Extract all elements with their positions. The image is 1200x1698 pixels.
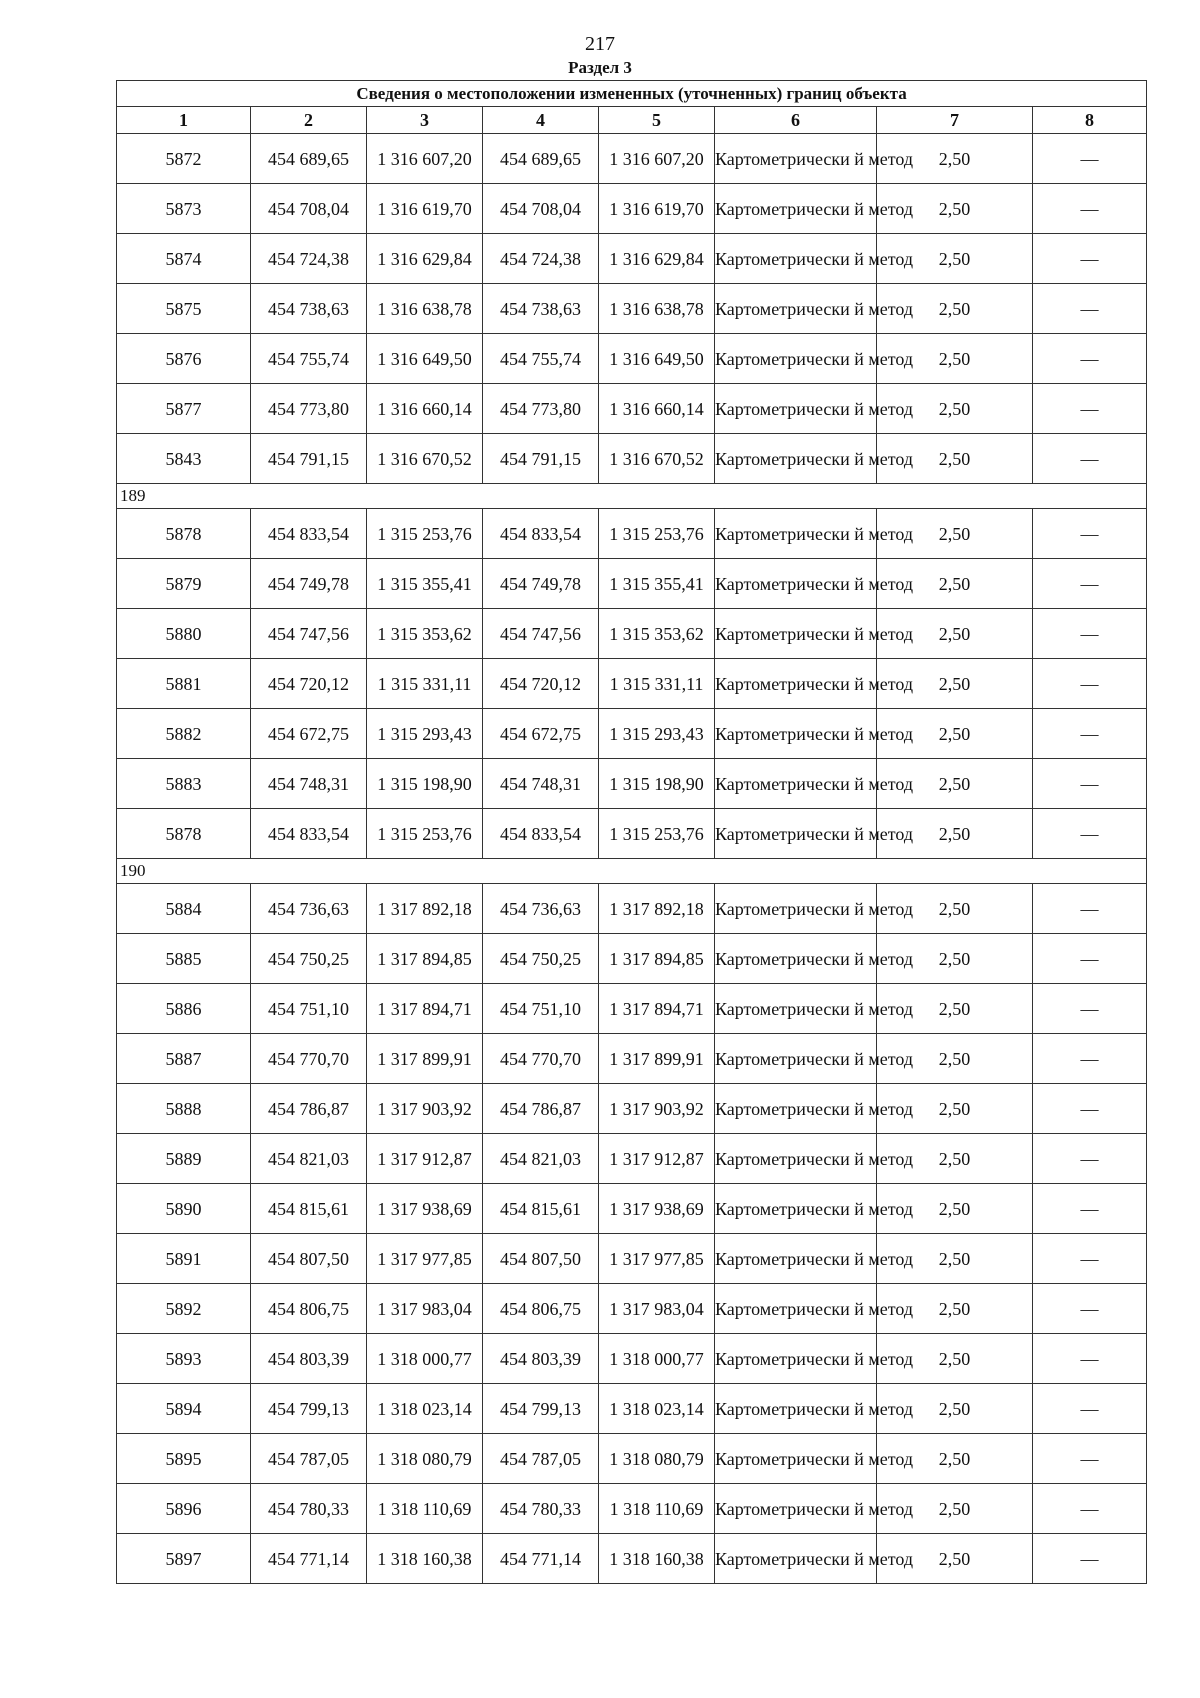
cell-y-new: 1 316 629,84 — [599, 234, 715, 284]
table-row — [117, 134, 1147, 184]
group-label-row — [117, 859, 1147, 884]
cell-point-number: 5872 — [117, 134, 251, 184]
cell-point-number: 5890 — [117, 1184, 251, 1234]
column-header: 5 — [599, 107, 715, 134]
cell-y-new: 1 317 892,18 — [599, 884, 715, 934]
cell-x-existing: 454 815,61 — [251, 1184, 367, 1234]
cell-y-new: 1 315 253,76 — [599, 809, 715, 859]
cell-description: — — [1033, 759, 1147, 809]
cell-x-new: 454 791,15 — [483, 434, 599, 484]
cell-x-new: 454 672,75 — [483, 709, 599, 759]
cell-x-existing: 454 748,31 — [251, 759, 367, 809]
cell-x-new: 454 821,03 — [483, 1134, 599, 1184]
cell-accuracy: 2,50 — [877, 509, 1033, 559]
cell-y-existing: 1 317 977,85 — [367, 1234, 483, 1284]
table-row — [117, 1434, 1147, 1484]
table-row — [117, 559, 1147, 609]
cell-x-existing: 454 773,80 — [251, 384, 367, 434]
cell-point-number: 5891 — [117, 1234, 251, 1284]
cell-point-number: 5893 — [117, 1334, 251, 1384]
cell-accuracy: 2,50 — [877, 334, 1033, 384]
cell-y-new: 1 317 899,91 — [599, 1034, 715, 1084]
cell-point-number: 5881 — [117, 659, 251, 709]
cell-method: Картометрически й метод — [715, 184, 877, 234]
cell-y-existing: 1 315 331,11 — [367, 659, 483, 709]
cell-y-existing: 1 317 892,18 — [367, 884, 483, 934]
cell-method: Картометрически й метод — [715, 1284, 877, 1334]
cell-y-existing: 1 316 619,70 — [367, 184, 483, 234]
cell-accuracy: 2,50 — [877, 1334, 1033, 1384]
cell-method: Картометрически й метод — [715, 1084, 877, 1134]
cell-method: Картометрически й метод — [715, 1334, 877, 1384]
cell-y-new: 1 317 977,85 — [599, 1234, 715, 1284]
cell-x-existing: 454 747,56 — [251, 609, 367, 659]
cell-x-existing: 454 807,50 — [251, 1234, 367, 1284]
table-row — [117, 884, 1147, 934]
cell-y-existing: 1 317 894,71 — [367, 984, 483, 1034]
cell-x-new: 454 708,04 — [483, 184, 599, 234]
cell-x-existing: 454 833,54 — [251, 809, 367, 859]
cell-y-new: 1 318 080,79 — [599, 1434, 715, 1484]
cell-method: Картометрически й метод — [715, 1484, 877, 1534]
cell-y-existing: 1 316 638,78 — [367, 284, 483, 334]
table-row — [117, 1334, 1147, 1384]
cell-x-new: 454 833,54 — [483, 509, 599, 559]
coordinates-table — [116, 80, 1147, 1584]
cell-x-new: 454 771,14 — [483, 1534, 599, 1584]
cell-description: — — [1033, 809, 1147, 859]
cell-x-new: 454 736,63 — [483, 884, 599, 934]
cell-x-existing: 454 738,63 — [251, 284, 367, 334]
cell-description: — — [1033, 509, 1147, 559]
cell-y-existing: 1 318 080,79 — [367, 1434, 483, 1484]
cell-point-number: 5876 — [117, 334, 251, 384]
cell-x-new: 454 750,25 — [483, 934, 599, 984]
cell-description: — — [1033, 884, 1147, 934]
cell-x-new: 454 755,74 — [483, 334, 599, 384]
cell-description: — — [1033, 234, 1147, 284]
cell-x-new: 454 747,56 — [483, 609, 599, 659]
cell-method: Картометрически й метод — [715, 134, 877, 184]
cell-x-existing: 454 799,13 — [251, 1384, 367, 1434]
cell-y-new: 1 318 110,69 — [599, 1484, 715, 1534]
table-row — [117, 984, 1147, 1034]
cell-y-new: 1 316 638,78 — [599, 284, 715, 334]
cell-method: Картометрически й метод — [715, 284, 877, 334]
cell-y-existing: 1 317 894,85 — [367, 934, 483, 984]
table-row — [117, 1134, 1147, 1184]
cell-x-new: 454 799,13 — [483, 1384, 599, 1434]
cell-x-existing: 454 755,74 — [251, 334, 367, 384]
cell-point-number: 5888 — [117, 1084, 251, 1134]
cell-method: Картометрически й метод — [715, 884, 877, 934]
cell-point-number: 5896 — [117, 1484, 251, 1534]
cell-point-number: 5895 — [117, 1434, 251, 1484]
cell-accuracy: 2,50 — [877, 1184, 1033, 1234]
cell-accuracy: 2,50 — [877, 1234, 1033, 1284]
cell-method: Картометрически й метод — [715, 1234, 877, 1284]
cell-y-new: 1 315 355,41 — [599, 559, 715, 609]
cell-description: — — [1033, 559, 1147, 609]
cell-accuracy: 2,50 — [877, 984, 1033, 1034]
cell-y-new: 1 316 649,50 — [599, 334, 715, 384]
cell-y-existing: 1 316 629,84 — [367, 234, 483, 284]
cell-description: — — [1033, 1334, 1147, 1384]
cell-method: Картометрически й метод — [715, 509, 877, 559]
cell-y-new: 1 316 607,20 — [599, 134, 715, 184]
table-row — [117, 1234, 1147, 1284]
cell-method: Картометрически й метод — [715, 709, 877, 759]
cell-y-existing: 1 316 660,14 — [367, 384, 483, 434]
section-title: Раздел 3 — [568, 58, 632, 77]
cell-accuracy: 2,50 — [877, 1534, 1033, 1584]
table-row — [117, 509, 1147, 559]
cell-description: — — [1033, 1384, 1147, 1434]
cell-description: — — [1033, 1134, 1147, 1184]
cell-x-new: 454 724,38 — [483, 234, 599, 284]
cell-method: Картометрически й метод — [715, 759, 877, 809]
cell-y-new: 1 315 331,11 — [599, 659, 715, 709]
cell-x-new: 454 770,70 — [483, 1034, 599, 1084]
cell-method: Картометрически й метод — [715, 1384, 877, 1434]
cell-description: — — [1033, 1234, 1147, 1284]
cell-x-existing: 454 749,78 — [251, 559, 367, 609]
cell-x-new: 454 780,33 — [483, 1484, 599, 1534]
cell-y-existing: 1 318 160,38 — [367, 1534, 483, 1584]
cell-x-new: 454 803,39 — [483, 1334, 599, 1384]
cell-x-new: 454 815,61 — [483, 1184, 599, 1234]
cell-method: Картометрически й метод — [715, 334, 877, 384]
column-header: 3 — [367, 107, 483, 134]
cell-method: Картометрически й метод — [715, 1184, 877, 1234]
cell-accuracy: 2,50 — [877, 1034, 1033, 1084]
cell-y-new: 1 317 894,71 — [599, 984, 715, 1034]
cell-method: Картометрически й метод — [715, 559, 877, 609]
cell-point-number: 5877 — [117, 384, 251, 434]
cell-x-new: 454 748,31 — [483, 759, 599, 809]
table-row — [117, 1534, 1147, 1584]
cell-method: Картометрически й метод — [715, 1034, 877, 1084]
cell-x-new: 454 689,65 — [483, 134, 599, 184]
cell-x-new: 454 720,12 — [483, 659, 599, 709]
cell-x-existing: 454 750,25 — [251, 934, 367, 984]
cell-method: Картометрически й метод — [715, 809, 877, 859]
cell-point-number: 5879 — [117, 559, 251, 609]
cell-point-number: 5884 — [117, 884, 251, 934]
group-label-row — [117, 484, 1147, 509]
table-row — [117, 1484, 1147, 1534]
cell-x-new: 454 833,54 — [483, 809, 599, 859]
cell-description: — — [1033, 1184, 1147, 1234]
table-row — [117, 1384, 1147, 1434]
cell-x-existing: 454 771,14 — [251, 1534, 367, 1584]
cell-point-number: 5883 — [117, 759, 251, 809]
cell-description: — — [1033, 709, 1147, 759]
cell-description: — — [1033, 284, 1147, 334]
cell-description: — — [1033, 1284, 1147, 1334]
column-number-row — [117, 107, 1147, 134]
cell-method: Картометрически й метод — [715, 609, 877, 659]
cell-y-new: 1 317 983,04 — [599, 1284, 715, 1334]
page-number: 217 — [585, 33, 615, 55]
cell-description: — — [1033, 609, 1147, 659]
table-row — [117, 1284, 1147, 1334]
cell-y-new: 1 315 353,62 — [599, 609, 715, 659]
cell-y-new: 1 318 000,77 — [599, 1334, 715, 1384]
cell-point-number: 5878 — [117, 809, 251, 859]
cell-accuracy: 2,50 — [877, 434, 1033, 484]
cell-x-existing: 454 780,33 — [251, 1484, 367, 1534]
cell-description: — — [1033, 184, 1147, 234]
cell-x-new: 454 807,50 — [483, 1234, 599, 1284]
cell-y-existing: 1 317 899,91 — [367, 1034, 483, 1084]
cell-point-number: 5886 — [117, 984, 251, 1034]
group-label: 189 — [117, 484, 1147, 509]
cell-accuracy: 2,50 — [877, 659, 1033, 709]
cell-y-existing: 1 318 000,77 — [367, 1334, 483, 1384]
table-body — [117, 134, 1147, 1584]
table-row — [117, 1084, 1147, 1134]
cell-accuracy: 2,50 — [877, 934, 1033, 984]
cell-y-new: 1 318 023,14 — [599, 1384, 715, 1434]
cell-point-number: 5889 — [117, 1134, 251, 1184]
cell-accuracy: 2,50 — [877, 1484, 1033, 1534]
column-header: 4 — [483, 107, 599, 134]
cell-x-existing: 454 821,03 — [251, 1134, 367, 1184]
cell-accuracy: 2,50 — [877, 709, 1033, 759]
cell-point-number: 5878 — [117, 509, 251, 559]
table-row — [117, 184, 1147, 234]
cell-accuracy: 2,50 — [877, 234, 1033, 284]
cell-x-existing: 454 720,12 — [251, 659, 367, 709]
column-header: 1 — [117, 107, 251, 134]
cell-description: — — [1033, 934, 1147, 984]
cell-x-new: 454 786,87 — [483, 1084, 599, 1134]
cell-y-new: 1 318 160,38 — [599, 1534, 715, 1584]
cell-x-new: 454 738,63 — [483, 284, 599, 334]
cell-point-number: 5894 — [117, 1384, 251, 1434]
cell-accuracy: 2,50 — [877, 1434, 1033, 1484]
cell-x-existing: 454 724,38 — [251, 234, 367, 284]
cell-description: — — [1033, 384, 1147, 434]
table-row — [117, 809, 1147, 859]
table-row — [117, 709, 1147, 759]
cell-x-new: 454 806,75 — [483, 1284, 599, 1334]
cell-method: Картометрически й метод — [715, 1134, 877, 1184]
cell-x-existing: 454 736,63 — [251, 884, 367, 934]
cell-x-existing: 454 689,65 — [251, 134, 367, 184]
cell-accuracy: 2,50 — [877, 1134, 1033, 1184]
cell-method: Картометрически й метод — [715, 984, 877, 1034]
table-row — [117, 609, 1147, 659]
cell-accuracy: 2,50 — [877, 1284, 1033, 1334]
cell-method: Картометрически й метод — [715, 234, 877, 284]
table-caption: Сведения о местоположении измененных (уточненных) границ объекта — [117, 81, 1147, 107]
cell-y-new: 1 317 903,92 — [599, 1084, 715, 1134]
cell-description: — — [1033, 334, 1147, 384]
cell-y-new: 1 317 938,69 — [599, 1184, 715, 1234]
cell-point-number: 5887 — [117, 1034, 251, 1084]
cell-accuracy: 2,50 — [877, 884, 1033, 934]
cell-x-new: 454 773,80 — [483, 384, 599, 434]
table-row — [117, 234, 1147, 284]
table-row — [117, 434, 1147, 484]
cell-description: — — [1033, 1534, 1147, 1584]
cell-description: — — [1033, 134, 1147, 184]
cell-point-number: 5892 — [117, 1284, 251, 1334]
cell-y-new: 1 315 253,76 — [599, 509, 715, 559]
cell-point-number: 5882 — [117, 709, 251, 759]
cell-y-new: 1 316 670,52 — [599, 434, 715, 484]
cell-x-new: 454 749,78 — [483, 559, 599, 609]
cell-y-existing: 1 315 293,43 — [367, 709, 483, 759]
cell-accuracy: 2,50 — [877, 1384, 1033, 1434]
table-row — [117, 759, 1147, 809]
cell-accuracy: 2,50 — [877, 384, 1033, 434]
column-header: 6 — [715, 107, 877, 134]
cell-y-existing: 1 318 110,69 — [367, 1484, 483, 1534]
cell-description: — — [1033, 659, 1147, 709]
cell-y-existing: 1 317 983,04 — [367, 1284, 483, 1334]
cell-method: Картометрически й метод — [715, 434, 877, 484]
table-caption-row — [117, 81, 1147, 107]
cell-x-existing: 454 770,70 — [251, 1034, 367, 1084]
cell-description: — — [1033, 1084, 1147, 1134]
cell-y-existing: 1 315 198,90 — [367, 759, 483, 809]
cell-y-existing: 1 315 355,41 — [367, 559, 483, 609]
cell-x-existing: 454 787,05 — [251, 1434, 367, 1484]
cell-y-new: 1 317 894,85 — [599, 934, 715, 984]
cell-y-existing: 1 316 607,20 — [367, 134, 483, 184]
cell-y-existing: 1 317 912,87 — [367, 1134, 483, 1184]
cell-y-existing: 1 316 670,52 — [367, 434, 483, 484]
cell-accuracy: 2,50 — [877, 284, 1033, 334]
cell-method: Картометрически й метод — [715, 384, 877, 434]
cell-x-existing: 454 751,10 — [251, 984, 367, 1034]
cell-y-existing: 1 315 353,62 — [367, 609, 483, 659]
cell-method: Картометрически й метод — [715, 1434, 877, 1484]
cell-x-existing: 454 786,87 — [251, 1084, 367, 1134]
cell-y-existing: 1 315 253,76 — [367, 809, 483, 859]
cell-y-new: 1 317 912,87 — [599, 1134, 715, 1184]
cell-accuracy: 2,50 — [877, 609, 1033, 659]
cell-point-number: 5873 — [117, 184, 251, 234]
cell-description: — — [1033, 434, 1147, 484]
cell-x-existing: 454 791,15 — [251, 434, 367, 484]
cell-point-number: 5880 — [117, 609, 251, 659]
cell-point-number: 5875 — [117, 284, 251, 334]
table-row — [117, 334, 1147, 384]
cell-x-existing: 454 833,54 — [251, 509, 367, 559]
cell-method: Картометрически й метод — [715, 934, 877, 984]
cell-y-existing: 1 318 023,14 — [367, 1384, 483, 1434]
cell-description: — — [1033, 1434, 1147, 1484]
cell-x-new: 454 787,05 — [483, 1434, 599, 1484]
cell-description: — — [1033, 1034, 1147, 1084]
cell-description: — — [1033, 1484, 1147, 1534]
cell-accuracy: 2,50 — [877, 759, 1033, 809]
column-header: 2 — [251, 107, 367, 134]
cell-x-existing: 454 672,75 — [251, 709, 367, 759]
cell-point-number: 5897 — [117, 1534, 251, 1584]
cell-point-number: 5843 — [117, 434, 251, 484]
table-row — [117, 1184, 1147, 1234]
table-row — [117, 384, 1147, 434]
cell-y-existing: 1 316 649,50 — [367, 334, 483, 384]
cell-x-existing: 454 803,39 — [251, 1334, 367, 1384]
cell-point-number: 5874 — [117, 234, 251, 284]
cell-accuracy: 2,50 — [877, 1084, 1033, 1134]
cell-y-new: 1 316 660,14 — [599, 384, 715, 434]
column-header: 7 — [877, 107, 1033, 134]
cell-y-existing: 1 317 938,69 — [367, 1184, 483, 1234]
cell-y-new: 1 315 293,43 — [599, 709, 715, 759]
cell-y-new: 1 316 619,70 — [599, 184, 715, 234]
cell-y-new: 1 315 198,90 — [599, 759, 715, 809]
cell-description: — — [1033, 984, 1147, 1034]
cell-y-existing: 1 317 903,92 — [367, 1084, 483, 1134]
cell-accuracy: 2,50 — [877, 559, 1033, 609]
cell-method: Картометрически й метод — [715, 1534, 877, 1584]
column-header: 8 — [1033, 107, 1147, 134]
table-row — [117, 659, 1147, 709]
cell-x-existing: 454 806,75 — [251, 1284, 367, 1334]
group-label: 190 — [117, 859, 1147, 884]
cell-accuracy: 2,50 — [877, 134, 1033, 184]
cell-x-existing: 454 708,04 — [251, 184, 367, 234]
cell-accuracy: 2,50 — [877, 184, 1033, 234]
cell-point-number: 5885 — [117, 934, 251, 984]
cell-accuracy: 2,50 — [877, 809, 1033, 859]
cell-method: Картометрически й метод — [715, 659, 877, 709]
cell-y-existing: 1 315 253,76 — [367, 509, 483, 559]
table-row — [117, 934, 1147, 984]
table-row — [117, 284, 1147, 334]
cell-x-new: 454 751,10 — [483, 984, 599, 1034]
table-row — [117, 1034, 1147, 1084]
